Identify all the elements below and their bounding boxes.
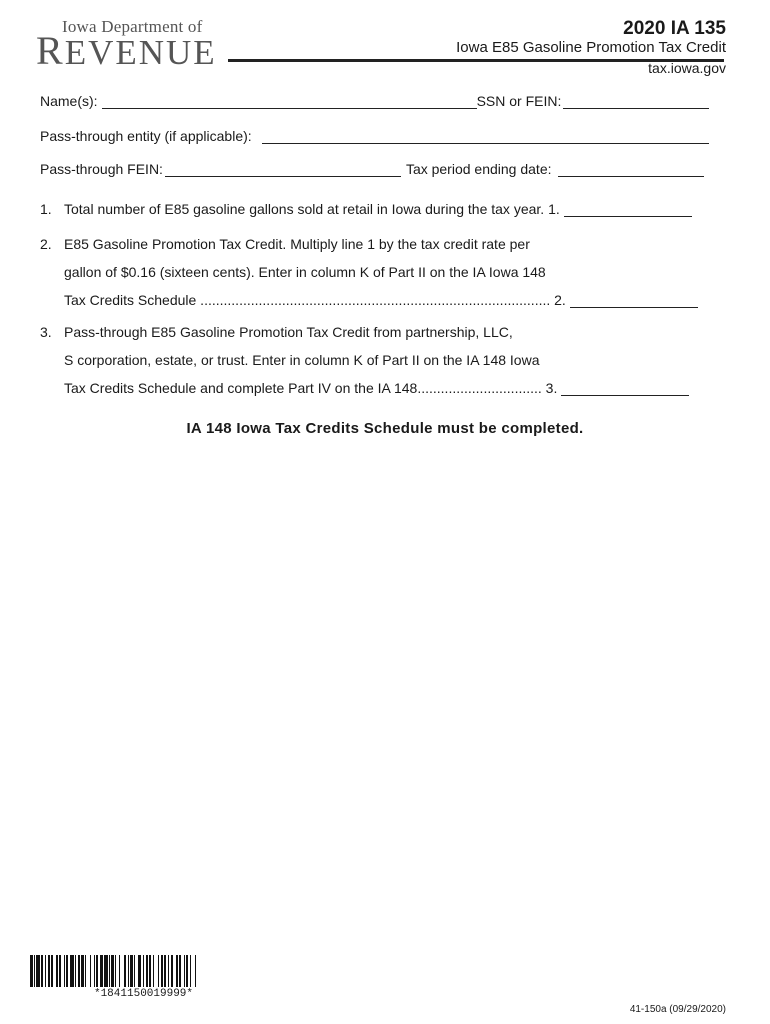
passthrough-fein-label: Pass-through FEIN: xyxy=(40,161,163,177)
ssn-field[interactable] xyxy=(563,94,709,109)
line-number: 2. xyxy=(40,236,52,252)
line-number: 3. xyxy=(40,324,52,340)
line-text: Pass-through E85 Gasoline Promotion Tax Credit from partnership, LLC, xyxy=(64,324,513,340)
line-item-2 xyxy=(40,235,720,308)
line-text: Tax Credits Schedule and complete Part IV on the IA 148................................ 3. xyxy=(64,380,558,396)
tax-period-label: Tax period ending date: xyxy=(405,161,552,177)
logo-rest: EVENUE xyxy=(64,33,217,72)
passthrough-entity-label: Pass-through entity (if applicable): xyxy=(40,128,252,144)
line-text: Tax Credits Schedule .......................................................................................... 2. xyxy=(64,292,566,308)
website-url: tax.iowa.gov xyxy=(648,60,726,76)
ssn-label: SSN or FEIN: xyxy=(476,93,562,109)
passthrough-entity-row xyxy=(40,128,720,144)
barcode-text: *1841150019999* xyxy=(93,988,194,1000)
line-text: Total number of E85 gasoline gallons sold at retail in Iowa during the tax year. 1. xyxy=(64,201,560,217)
tax-period-field[interactable] xyxy=(558,162,704,177)
logo-revenue-text xyxy=(36,27,217,74)
fein-period-row xyxy=(40,161,720,177)
logo-department-text: Iowa Department of xyxy=(62,17,203,36)
line-text: gallon of $0.16 (sixteen cents). Enter in column K of Part II on the IA Iowa 148 xyxy=(64,264,546,280)
passthrough-fein-field[interactable] xyxy=(165,162,401,177)
line-text: E85 Gasoline Promotion Tax Credit. Multiply line 1 by the tax credit rate per xyxy=(64,236,530,252)
barcode-image xyxy=(30,955,257,987)
line-2-amount-field[interactable] xyxy=(570,293,698,308)
line-item-3 xyxy=(40,323,720,396)
line-text: S corporation, estate, or trust. Enter in column K of Part II on the IA 148 Iowa xyxy=(64,352,540,368)
form-title: Iowa E85 Gasoline Promotion Tax Credit xyxy=(456,39,726,56)
line-item-1 xyxy=(40,201,720,217)
line-3-amount-field[interactable] xyxy=(561,381,689,396)
line-1-amount-field[interactable] xyxy=(564,202,692,217)
logo-initial: R xyxy=(36,28,65,73)
names-field[interactable] xyxy=(102,94,477,109)
completion-notice: IA 148 Iowa Tax Credits Schedule must be completed. xyxy=(186,420,584,437)
form-id: 2020 IA 135 xyxy=(623,18,726,39)
line-number: 1. xyxy=(40,201,52,217)
passthrough-entity-field[interactable] xyxy=(262,129,709,144)
form-revision-code: 41-150a (09/29/2020) xyxy=(629,1004,726,1015)
names-label: Name(s): xyxy=(40,93,98,109)
names-row xyxy=(40,93,720,109)
